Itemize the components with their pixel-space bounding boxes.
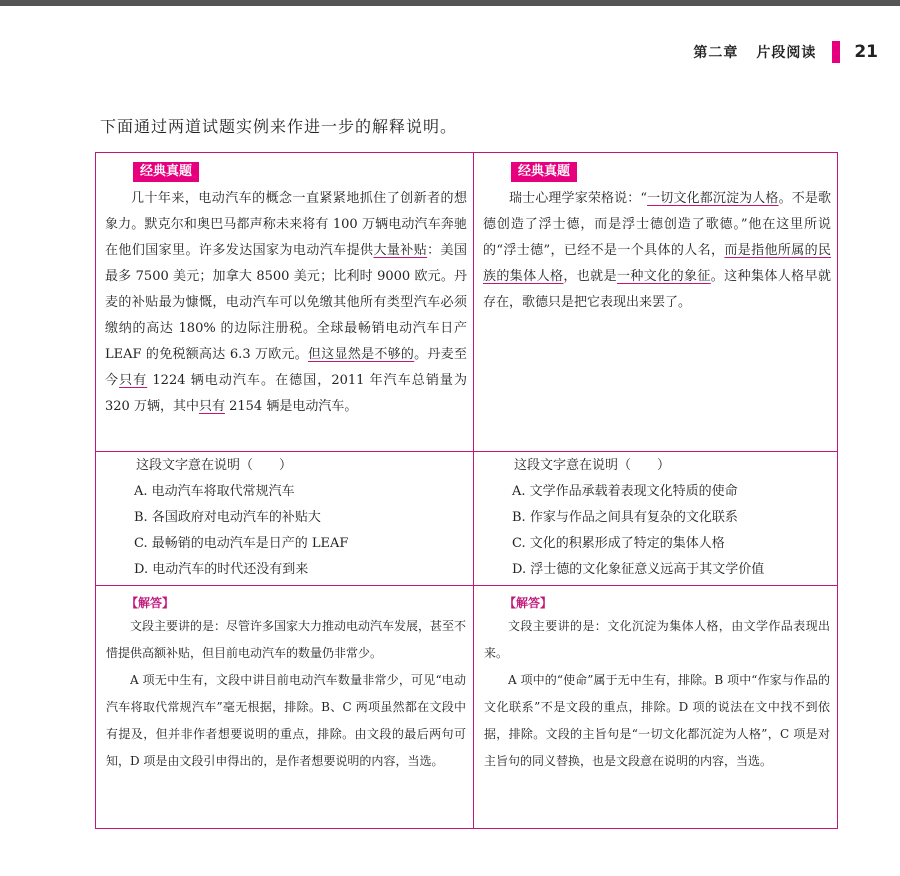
page-marker bbox=[832, 41, 840, 63]
chapter-title: 第二章 bbox=[693, 45, 739, 61]
right-answer bbox=[484, 593, 830, 775]
underlined-phrase: 只有 bbox=[119, 373, 148, 388]
example-table bbox=[95, 152, 838, 829]
right-passage-cell bbox=[483, 160, 831, 316]
underlined-phrase: 而是指他所属的民族的集体人格 bbox=[483, 243, 831, 284]
running-head bbox=[693, 41, 878, 63]
top-rule bbox=[0, 0, 900, 6]
passage-text: 瑞士心理学家荣格说：“ bbox=[509, 191, 648, 206]
left-answer bbox=[106, 593, 466, 775]
option-a: A. 文学作品承载着表现文化特质的使命 bbox=[512, 484, 738, 499]
passage-text: 。这种集体人格早就存在，歌德只是把它表现出来罢了。 bbox=[483, 269, 831, 310]
passage-text: 几十年来，电动汽车的概念一直紧紧地抓住了创新者的想象力。默克尔和奥巴马都声称未来将有 100 万辆电动汽车奔驰在他们国家里。许多发达国家为电动汽车提供 bbox=[105, 191, 467, 258]
option-b: B. 各国政府对电动汽车的补贴大 bbox=[134, 510, 321, 525]
passage-text: 2154 辆是电动汽车。 bbox=[224, 399, 358, 414]
passage-text: 。不是歌德创造了浮士德，而是浮士德创造了歌德。”他在这里所说的“浮士德”，已经不是一个具体的人名， bbox=[483, 191, 831, 258]
option-a: A. 电动汽车将取代常规汽车 bbox=[134, 484, 295, 499]
underlined-phrase: 一切文化都沉淀为人格 bbox=[647, 191, 779, 206]
left-passage bbox=[105, 186, 467, 420]
answer-paragraph: A 项无中生有，文段中讲目前电动汽车数量非常少，可见“电动汽车将取代常规汽车”毫无根据，排除。B、C 两项虽然都在文段中有提及，但并非作者想要说明的重点，排除。由文段的最后两句可知，D 项是由文段引申得出的，是作者想要说明的内容，当选。 bbox=[106, 673, 466, 768]
left-question bbox=[96, 453, 473, 583]
question-stem: 这段文字意在说明（ ） bbox=[136, 458, 293, 473]
question-stem: 这段文字意在说明（ ） bbox=[514, 458, 671, 473]
answer-tag: 【解答】 bbox=[504, 596, 553, 610]
right-passage bbox=[483, 186, 831, 316]
row-divider bbox=[96, 585, 837, 586]
right-question bbox=[474, 453, 837, 583]
passage-text: ：美国最多 7500 美元；加拿大 8500 美元；比利时 9000 欧元。丹麦的补贴最为慷慨，电动汽车可以免缴其他所有类型汽车必须缴纳的高达 180% 的边际注册税。全球最畅销电动汽车日产 LEAF 的免税额高达 6.3 万欧元。 bbox=[105, 243, 467, 362]
passage-text: 1224 辆电动汽车。在德国，2011 年汽车总销量为 320 万辆，其中 bbox=[105, 373, 467, 414]
option-c: C. 文化的积累形成了特定的集体人格 bbox=[512, 536, 725, 551]
left-passage-cell bbox=[105, 160, 467, 420]
row-divider bbox=[96, 451, 837, 452]
option-d: D. 电动汽车的时代还没有到来 bbox=[134, 562, 309, 577]
answer-paragraph: 文段主要讲的是：尽管许多国家大力推动电动汽车发展，甚至不惜提供高额补贴，但目前电动汽车的数量仍非常少。 bbox=[106, 619, 467, 660]
underlined-phrase: 一种文化的象征 bbox=[616, 269, 711, 284]
option-b: B. 作家与作品之间具有复杂的文化联系 bbox=[512, 510, 738, 525]
underlined-phrase: 只有 bbox=[198, 399, 225, 414]
exam-tag: 经典真题 bbox=[511, 162, 577, 182]
section-title: 片段阅读 bbox=[756, 45, 817, 61]
page-number: 21 bbox=[854, 42, 878, 62]
answer-paragraph: A 项中的“使命”属于无中生有，排除。B 项中“作家与作品的文化联系”不是文段的重点，排除。D 项的说法在文中找不到依据，排除。文段的主旨句是“一切文化都沉淀为人格”，C 项是对主旨句的同义替换，也是文段意在说明的内容，当选。 bbox=[484, 673, 830, 768]
exam-tag: 经典真题 bbox=[133, 162, 199, 182]
answer-paragraph: 文段主要讲的是：文化沉淀为集体人格，由文学作品表现出来。 bbox=[484, 619, 830, 660]
underlined-phrase: 大量补贴 bbox=[373, 243, 428, 258]
answer-tag: 【解答】 bbox=[126, 596, 175, 610]
passage-text: 。丹麦至今 bbox=[105, 347, 467, 388]
underlined-phrase: 但这显然是不够的 bbox=[308, 347, 415, 362]
option-c: C. 最畅销的电动汽车是日产的 LEAF bbox=[134, 536, 349, 551]
intro-text: 下面通过两道试题实例来作进一步的解释说明。 bbox=[100, 117, 458, 136]
passage-text: ，也就是 bbox=[563, 269, 617, 284]
option-d: D. 浮士德的文化象征意义远高于其文学价值 bbox=[512, 562, 765, 577]
